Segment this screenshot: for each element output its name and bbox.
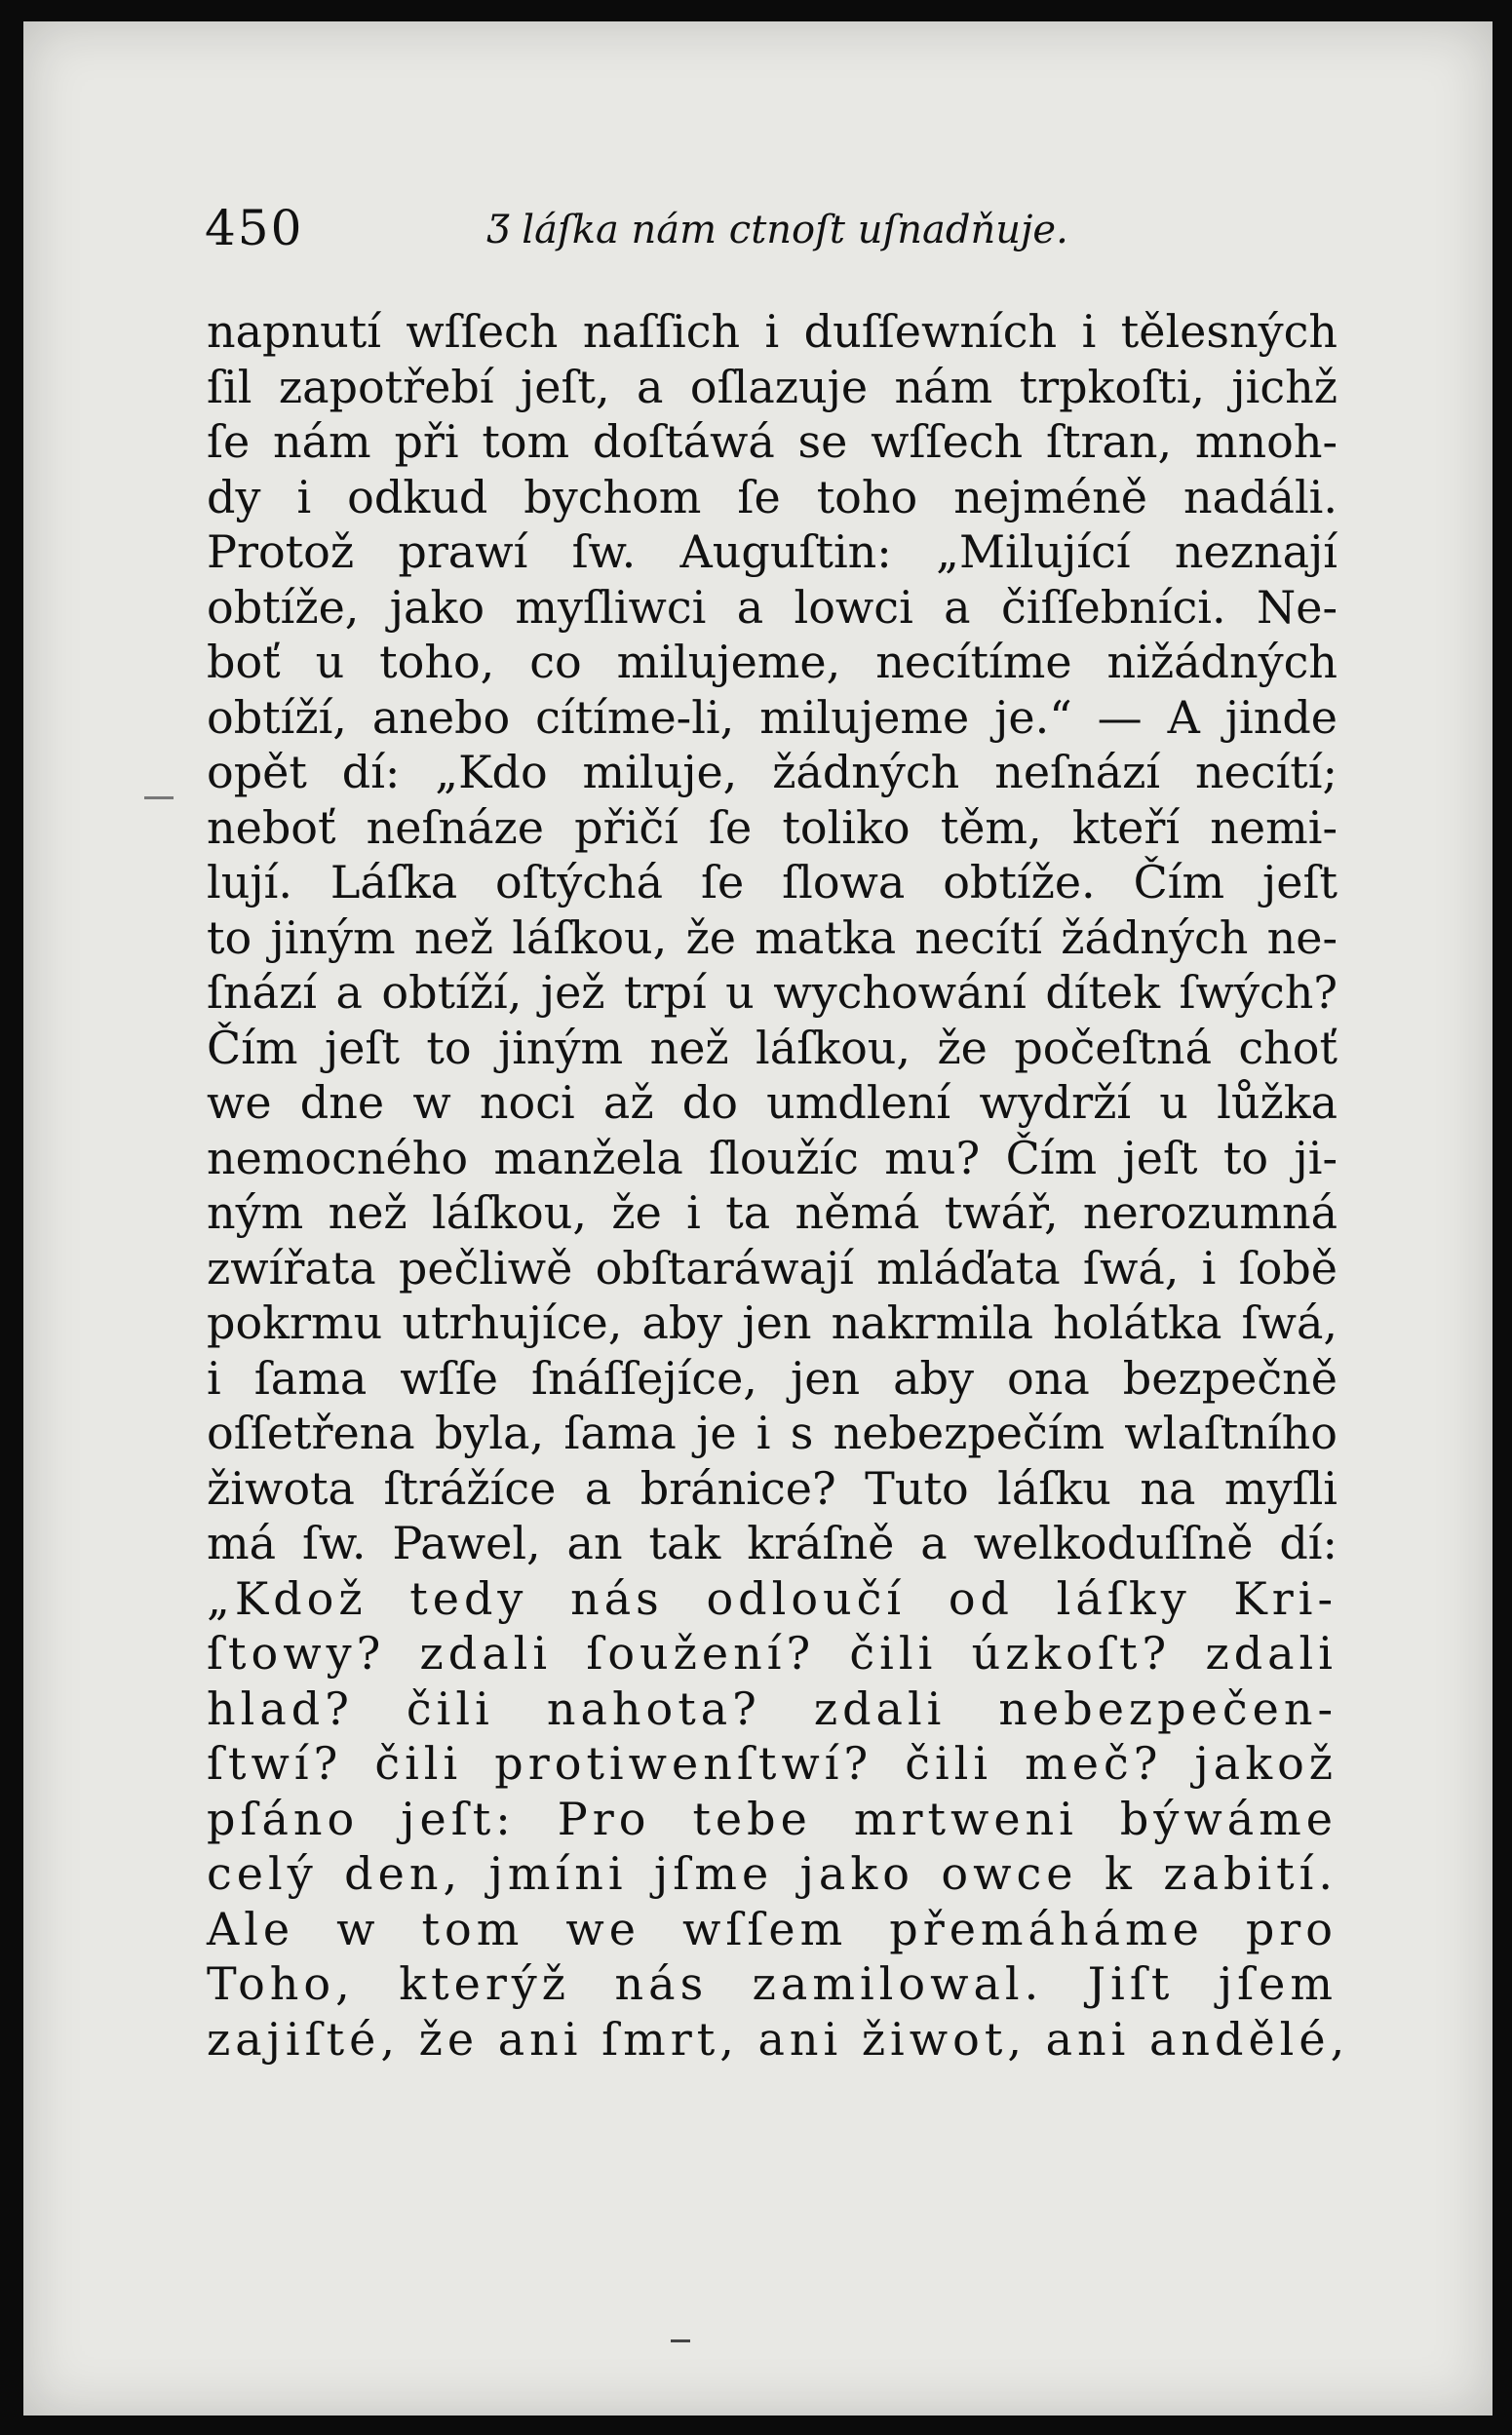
quote-line: ſtowy? zdali ſoužení? čili úzkoſt? zdali (207, 1627, 1338, 1680)
quote-line: ſtwí? čili protiwenſtwí? čili meč? jakož (207, 1737, 1338, 1790)
text-line: we dne w noci až do umdlení wydrží u lůžka (207, 1076, 1338, 1129)
footer-mark (671, 2339, 690, 2342)
text-line: ſil zapotřebí jeſt, a oſlazuje nám trpkoſti, jichž (207, 360, 1338, 413)
quote-line: Ale w tom we wſſem přemáháme pro (207, 1902, 1338, 1955)
text-line: nemocného manžela ſloužíc mu? Čím jeſt to ji- (207, 1131, 1338, 1184)
page-header (205, 200, 1345, 268)
quote-line: zajiſté, že ani ſmrt, ani žiwot, ani andělé, (207, 2012, 1350, 2066)
quote-line: hlad? čili nahota? zdali nebezpečen- (207, 1681, 1338, 1735)
page-number: 450 (205, 200, 304, 256)
margin-mark (144, 796, 174, 799)
text-line: pokrmu utrhujíce, aby jen nakrmila holátka ſwá, (207, 1296, 1338, 1349)
text-line: obtíží, anebo cítíme-li, milujeme je.“ — A jinde (207, 690, 1338, 744)
text-line: má ſw. Pawel, an tak kráſně a welkoduſſně dí: (207, 1517, 1338, 1569)
text-line: boť u toho, co milujeme, necítíme nižádných (207, 636, 1338, 688)
text-line: ſnází a obtíží, jež trpí u wychowání dítek ſwých? (207, 966, 1338, 1019)
text-line: napnutí wſſech naſſich i duſſewních i tělesných (207, 305, 1338, 358)
quote-line: Toho, kterýž nás zamilowal. Jiſt jſem (207, 1957, 1338, 2010)
quote-line: „Kdož tedy nás odloučí od láſky Kri- (207, 1571, 1338, 1625)
text-line: Protož prawí ſw. Auguſtin: „Milující neznají (207, 525, 1338, 578)
running-head: Ʒ láſka nám ctnoſt uſnadňuje. (487, 208, 1068, 252)
text-line: ným než láſkou, že i ta němá twář, nerozumná (207, 1186, 1338, 1239)
text-line: to jiným než láſkou, že matka necítí žádných ne- (207, 910, 1338, 964)
text-line: Čím jeſt to jiným než láſkou, že počeſtná choť (207, 1021, 1338, 1074)
text-line: dy i odkud bychom ſe toho nejméně nadáli. (207, 470, 1338, 523)
text-line: obtíže, jako myſliwci a lowci a čiſſebníci. Ne- (207, 580, 1338, 634)
body-text (207, 304, 1350, 2067)
quote-line: celý den, jmíni jſme jako owce k zabití. (207, 1847, 1338, 1900)
quote-line: pſáno jeſt: Pro tebe mrtweni býwáme (207, 1792, 1338, 1845)
text-line: žiwota ſtrážíce a bránice? Tuto láſku na myſli (207, 1461, 1338, 1515)
text-line: zwířata pečliwě obſtaráwají mláďata ſwá, i ſobě (207, 1241, 1338, 1295)
text-line: oſſetřena byla, ſama je i s nebezpečím wlaſtního (207, 1407, 1338, 1459)
text-line: i ſama wſſe ſnáſſejíce, jen aby ona bezpečně (207, 1351, 1338, 1405)
text-line: opět dí: „Kdo miluje, žádných neſnází necítí; (207, 746, 1338, 798)
text-line: lují. Láſka oſtýchá ſe ſlowa obtíže. Čím jeſt (207, 856, 1338, 908)
text-line: ſe nám při tom doſtáwá se wſſech ſtran, mnoh- (207, 415, 1338, 468)
text-line: neboť neſnáze přičí ſe toliko těm, kteří nemi- (207, 800, 1338, 854)
